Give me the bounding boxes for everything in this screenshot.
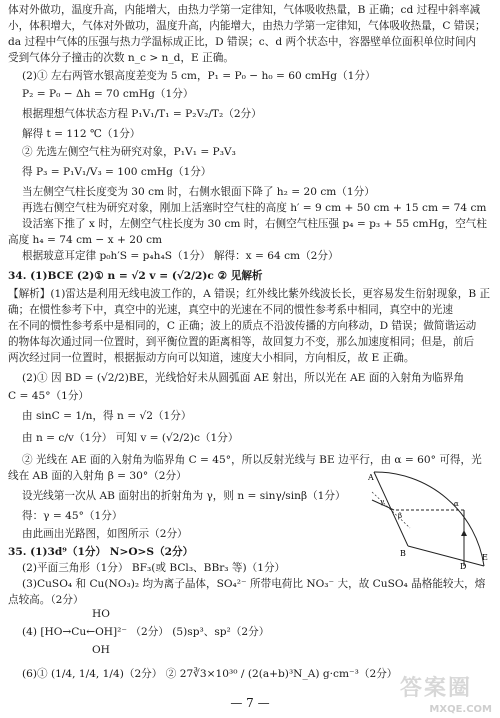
page-number: — 7 — [230, 696, 270, 710]
text-line: 小，体积增大，气体对外做功，温度升高，内能增大，由热力学第一定律知，气体吸收热量，C 错误； [8, 20, 486, 32]
label-gamma: γ [380, 498, 385, 506]
watermark-url: MXQE.COM [429, 704, 492, 715]
label-D: D [460, 562, 467, 570]
text-line: (2)① 左右两管水银高度差变为 5 cm，P₁ = P₀ − h₀ = 60 cmHg（1分） [22, 70, 376, 82]
text-line: ② 光线在 AE 面的入射角为临界角 C = 45°，所以反射光线与 BE 边平行，由 α = 60° 可得，光 [22, 454, 482, 466]
text-line: C = 45°（1分） [8, 390, 90, 402]
text-line: 得 P₃ = P₁V₁/V₃ = 100 cmHg（1分） [22, 166, 212, 178]
structure-top-label: HO [92, 608, 110, 620]
text-line: (3)CuSO₄ 和 Cu(NO₃)₂ 均为离子晶体，SO₄²⁻ 所带电荷比 NO₃⁻ 大，故 CuSO₄ 晶格能较大，熔 [22, 578, 486, 590]
text-line: da 过程中气体的压强与热力学温标成正比，D 错误；c、d 两个状态中，容器壁单位面积单位时间内 [8, 36, 477, 48]
text-line: 高度 h₄ = 74 cm − x + 20 cm [8, 234, 163, 246]
text-line: (6)① (1/4, 1/4, 1/4)（2分） ② 27∛3×10³⁰ / (2(a+b)³N_A) g·cm⁻³（2分） [22, 668, 398, 680]
label-alpha: α [454, 500, 459, 508]
label-A: A [368, 473, 374, 482]
text-line: 设光线第一次从 AB 面射出的折射角为 γ，则 n = sinγ/sinβ（1分） [22, 490, 346, 502]
text-line: 体对外做功，温度升高，内能增大，由热力学第一定律知，气体吸收热量，B 正确；cd 过程中斜率减 [8, 4, 481, 16]
text-line: 由 sinC = 1/n，得 n = √2（1分） [22, 410, 192, 422]
text-line: (2)① 因 BD = (√2/2)BE，光线恰好未从圆弧面 AE 射出，所以光在 AE 面的入射角为临界角 [22, 372, 465, 384]
text-line: 的物体每次通过同一位置时，到平衡位置的距离相等，故回复力不变，那么加速度相同；但是，前后 [8, 336, 475, 348]
label-B: B [400, 549, 406, 558]
question-34-header: 34. (1)BCE (2)① n = √2 v = (√2/2)c ② 见解析 [8, 270, 263, 282]
text-line: 由 n = c/v（1分） 可知 v = (√2/2)c（1分） [22, 432, 239, 444]
text-line: 再选右侧空气柱为研究对象，刚加上活塞时空气柱的高度 h′ = 9 cm + 50 cm + 15 cm = 74 cm [22, 202, 487, 214]
text-line: 得：γ = 45°（1分） [22, 510, 123, 522]
question-35-header: 35. (1)3d⁹（1分） N>O>S（2分） [8, 546, 194, 558]
text-line: 受到气体分子撞击的次数 n_c > n_d，E 正确。 [8, 52, 234, 64]
label-beta: β [398, 512, 403, 520]
text-line: 解得 t = 112 ℃（1分） [22, 128, 141, 140]
text-line: 当左侧空气柱长度变为 30 cm 时，右侧水银面下降了 h₂ = 20 cm（1分） [22, 186, 375, 198]
text-line: 根据理想气体状态方程 P₁V₁/T₁ = P₂V₂/T₂（2分） [22, 108, 262, 120]
label-E: E [482, 553, 488, 562]
text-line: 线在 AB 面的入射角 β = 30°（2分） [8, 470, 187, 482]
text-line: P₂ = P₀ − Δh = 70 cmHg（1分） [22, 88, 194, 100]
text-line: (2)平面三角形（1分） BF₃(或 BCl₃、BBr₃ 等)（1分） [22, 562, 286, 574]
text-line: 由此画出光路图，如图所示（2分） [22, 528, 188, 540]
edge-BE [408, 546, 484, 566]
light-path-diagram [368, 470, 494, 570]
ray-arrow [461, 530, 467, 536]
text-line: ② 先选左侧空气柱为研究对象，P₁V₁ = P₃V₃ [22, 146, 236, 158]
text-line: 在不同的惯性参考系中是相同的，C 正确；波上的质点不沿波传播的方向移动，D 错误；做简谐运动 [8, 320, 477, 332]
text-line: 设活塞下推了 x 时，左侧空气柱长度为 30 cm 时，右侧空气柱压强 p₄ = p₃ + 55 cmHg，空气柱 [22, 218, 487, 230]
text-line: 【解析】(1)雷达是利用无线电波工作的，A 错误；红外线比紫外线波长长，更容易发生衍射现象，B 正 [8, 288, 491, 300]
text-line: 根据玻意耳定律 p₀h′S = p₄h₄S（1分） 解得：x = 64 cm（2分） [22, 250, 339, 262]
text-line: (4) [HO→Cu←OH]²⁻ （2分） (5)sp³、sp²（2分） [22, 626, 270, 638]
text-line: 确；在惯性参考下中，真空中的光速，真空中的光速在不同的惯性参考系中相同，真空中的光速 [8, 304, 453, 316]
text-line: 点较高。（2分） [8, 594, 84, 606]
watermark-logo-text: 答案圈 [399, 676, 472, 701]
text-line: 两次经过同一位置时，根据振动方向可以知道，速度大小相同，方向相反，故 E 正确。 [8, 352, 415, 364]
structure-bottom-label: OH [92, 644, 110, 656]
